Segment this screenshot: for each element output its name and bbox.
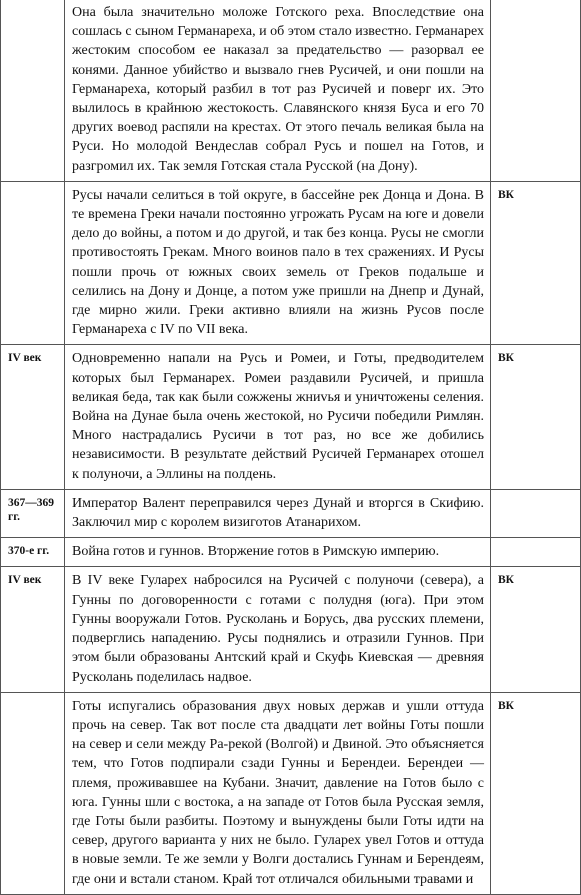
event-text: Одновременно напали на Русь и Ромеи, и Готы, предводителем которых был Германарех. Ромеи раздавили Русичей, и пришла великая беда, так как были сожжены жниvья и уничтожены селения. Война на Дунае была очень жестокой, но Русичи победили Римлян. Много настрадались Русичи в тот раз, но все же добились независимости. В результате действий Русичей Германарех отошел к полуночи, а Эллины на полдень. xyxy=(72,351,484,482)
event-text: В IV веке Гуларех набросился на Русичей с полуночи (севера), а Гунны по договоренности с готами с полудня (юга). При этом Гунны вооружали Готов. Русколань и Борусь, два русских племени, подверглись нападению. Русы поднялись и отразили Гуннов. При этом были образованы Антский край и Скуфь Киевская — древняя Русколань поделилась надвое. xyxy=(72,573,484,685)
table-row xyxy=(1,345,581,489)
source-cell: ВК xyxy=(491,181,581,345)
date-cell: IV век xyxy=(1,567,65,692)
source-cell xyxy=(491,489,581,537)
event-text-cell xyxy=(65,692,491,894)
event-text-cell xyxy=(65,0,491,181)
table-row xyxy=(1,0,581,181)
event-text: Война готов и гуннов. Вторжение готов в Римскую империю. xyxy=(72,544,440,560)
event-text-cell xyxy=(65,489,491,537)
table-row xyxy=(1,538,581,567)
event-text-cell xyxy=(65,181,491,345)
event-text-cell xyxy=(65,567,491,692)
table-row xyxy=(1,181,581,345)
event-text-cell xyxy=(65,345,491,489)
event-text: Русы начали селиться в той округе, в бассейне рек Донца и Дона. В те времена Греки начали постоянно угрожать Русам на юге и довели дело до войны, а потом и до другой, и так без конца. Русы не смогли противостоять Грекам. Много воинов пало в тех сражениях. И Русы пошли прочь от южных своих земель от Греков подальше и селились на Дону и Донце, а потом уже пришли на Днепр и Дунай, где мирно жили. Греки активно влияли на жизнь Русов после Германареха с IV по VII века. xyxy=(72,187,484,338)
source-cell: ВК xyxy=(491,567,581,692)
date-cell xyxy=(1,0,65,181)
event-text: Она была значительно моложе Готского реха. Впоследствие она сошлась с сыном Германареха, и об этом стало известно. Германарех жестоким способом ее наказал за предательство — разорвал ее конями. Данное убийство и вызвало гнев Русичей, и они пошли на Германареха, который разбил в тот раз Русичей и поверг их. Это вылилось в крайнюю жестокость. Славянского князя Буса и его 70 других воевод распяли на крестах. От этого печаль великая была на Руси. Но молодой Вендеслав собрал Русь и пошел на Готов, и разгромил их. Так земля Готская стала Русской (на Дону). xyxy=(72,5,484,174)
source-cell: ВК xyxy=(491,345,581,489)
table-row xyxy=(1,567,581,692)
table-row xyxy=(1,489,581,537)
event-text: Готы испугались образования двух новых держав и ушли оттуда прочь на север. Так вот после ста двадцати лет войны Готы пошли на север и сели между Ра-рекой (Волгой) и Двиной. Это объясняется тем, что Готов подпирали сзади Гунны и Берендеи. Берендеи — племя, проживавшее на Кубани. Значит, давление на Готов было с юга. Гунны шли с востока, а на западе от Готов была Русская земля, где Готы были разбиты. Поэтому и вынуждены были Готы идти на север, другого варианта у них не было. Гуларех увел Готов и оттуда в новые земли. Те же земли у Волги достались Гуннам и Берендеям, где они и встали станом. Край тот отличался обильными травами и xyxy=(72,698,484,887)
table-row xyxy=(1,692,581,894)
source-cell xyxy=(491,0,581,181)
event-text-cell xyxy=(65,538,491,567)
date-cell: IV век xyxy=(1,345,65,489)
date-cell: 367—369 гг. xyxy=(1,489,65,537)
source-cell: ВК xyxy=(491,692,581,894)
date-cell: 370-е гг. xyxy=(1,538,65,567)
date-cell xyxy=(1,181,65,345)
event-text: Император Валент переправился через Дунай и вторгся в Скифию. Заключил мир с королем визиготов Атанарихом. xyxy=(72,495,484,531)
date-cell xyxy=(1,692,65,894)
source-cell xyxy=(491,538,581,567)
